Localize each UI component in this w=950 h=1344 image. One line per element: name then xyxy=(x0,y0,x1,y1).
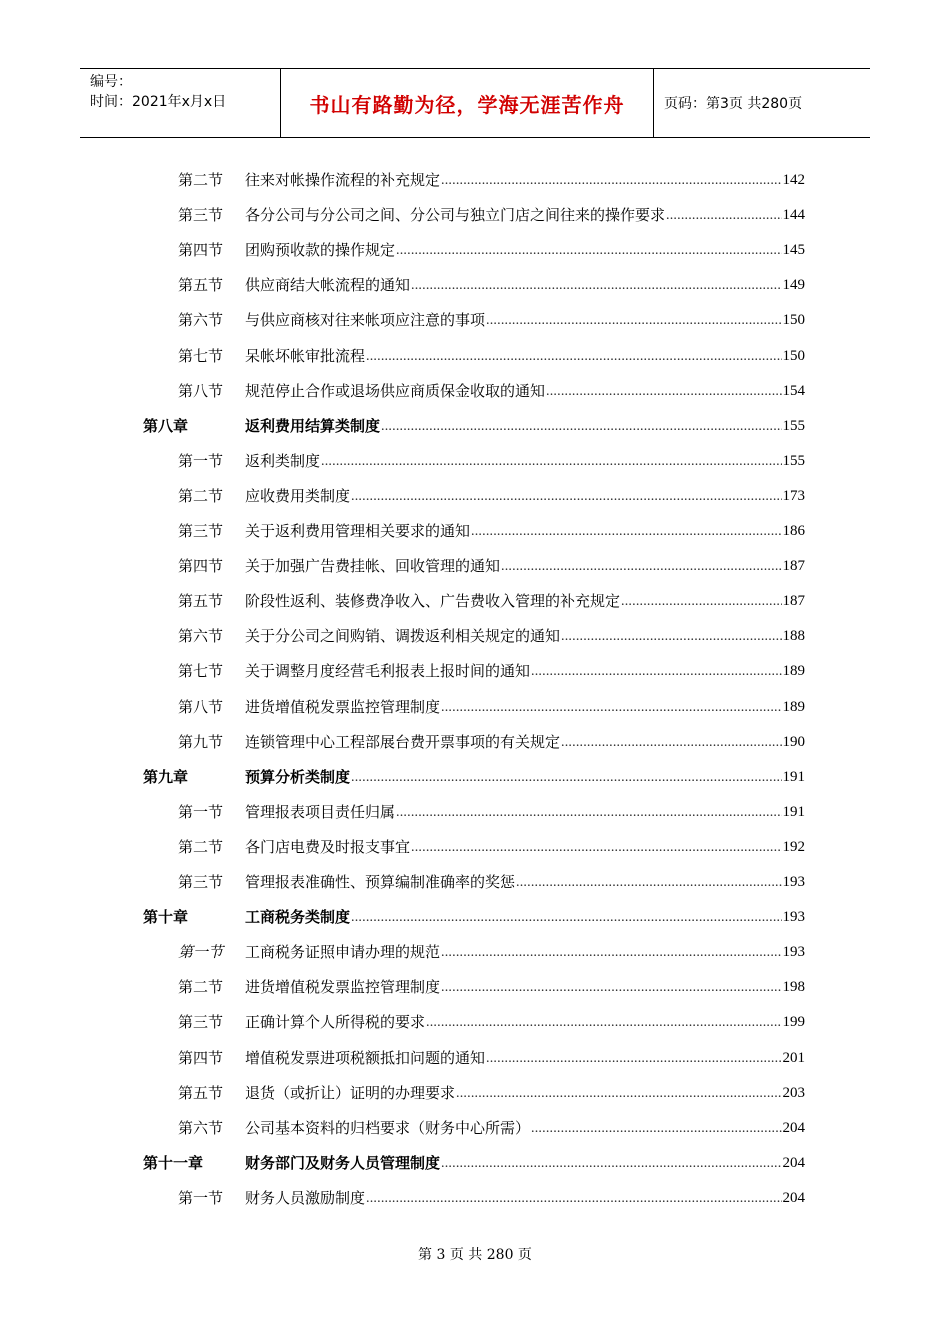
toc-entry-title-line xyxy=(245,690,805,725)
toc-entry-page-number: 198 xyxy=(782,979,805,996)
toc-section-row[interactable] xyxy=(0,795,950,830)
toc-section-row[interactable] xyxy=(0,830,950,865)
toc-section-row[interactable] xyxy=(0,549,950,584)
toc-section-row[interactable] xyxy=(0,374,950,409)
toc-chapter-row[interactable] xyxy=(0,409,950,444)
toc-entry-title-line xyxy=(245,303,805,338)
toc-entry-title: 应收费用类制度 xyxy=(245,486,351,505)
dot-leader xyxy=(351,479,781,514)
toc-entry-label: 第三节 xyxy=(178,206,224,225)
toc-entry-label: 第六节 xyxy=(178,311,224,330)
toc-section-row[interactable] xyxy=(0,339,950,374)
toc-entry-label: 第一节 xyxy=(178,802,224,821)
toc-entry-title: 预算分析类制度 xyxy=(245,767,351,786)
dot-leader xyxy=(456,1076,781,1111)
toc-entry-title-line xyxy=(245,865,805,900)
toc-entry-title-line xyxy=(245,830,805,865)
toc-section-row[interactable] xyxy=(0,198,950,233)
toc-section-row[interactable] xyxy=(0,303,950,338)
toc-entry-title-line xyxy=(245,935,805,970)
toc-entry-page-number: 193 xyxy=(782,874,805,890)
toc-entry-label: 第三节 xyxy=(178,522,224,540)
dot-leader xyxy=(486,303,781,338)
toc-entry-label: 第二节 xyxy=(178,171,224,189)
toc-entry-page-number: 199 xyxy=(782,1014,805,1031)
number-label: 编号： xyxy=(90,74,132,90)
toc-entry-title-line xyxy=(245,725,805,760)
toc-entry-label: 第八节 xyxy=(178,697,224,716)
dot-leader xyxy=(486,1041,781,1076)
toc-entry-title: 关于分公司之间购销、调拨返利相关规定的通知 xyxy=(245,627,561,646)
toc-entry-title-line xyxy=(245,233,805,268)
toc-section-row[interactable] xyxy=(0,865,950,900)
toc-entry-title-line xyxy=(245,198,805,233)
toc-entry-label: 第五节 xyxy=(178,276,224,295)
toc-section-row[interactable] xyxy=(0,1041,950,1076)
toc-section-row[interactable] xyxy=(0,970,950,1005)
motto-text: 书山有路勤为径，学海无涯苦作舟 xyxy=(309,92,625,117)
toc-entry-page-number: 190 xyxy=(782,733,805,750)
toc-section-row[interactable] xyxy=(0,233,950,268)
toc-entry-page-number: 150 xyxy=(782,312,805,329)
toc-entry-page-number: 204 xyxy=(782,1154,805,1171)
dot-leader xyxy=(441,163,781,198)
dot-leader xyxy=(531,654,781,689)
toc-entry-title: 阶段性返利、装修费净收入、广告费收入管理的补充规定 xyxy=(245,592,621,611)
dot-leader xyxy=(411,268,781,303)
toc-section-row[interactable] xyxy=(0,584,950,619)
toc-entry-label: 第一节 xyxy=(178,1188,224,1207)
toc-entry-title: 管理报表项目责任归属 xyxy=(245,802,396,821)
time-label: 时间：2021年x月x日 xyxy=(90,94,227,110)
toc-entry-title-line xyxy=(245,268,805,303)
toc-entry-title: 工商税务证照申请办理的规范 xyxy=(245,943,441,962)
toc-entry-title-line xyxy=(245,549,805,584)
toc-entry-title: 返利费用结算类制度 xyxy=(245,416,381,435)
dot-leader xyxy=(351,760,781,795)
toc-entry-label: 第七节 xyxy=(178,346,224,365)
toc-entry-title-line xyxy=(245,900,805,935)
toc-section-row[interactable] xyxy=(0,725,950,760)
toc-entry-label: 第四节 xyxy=(178,241,224,260)
toc-section-row[interactable] xyxy=(0,1076,950,1111)
dot-leader xyxy=(366,1181,781,1216)
toc-entry-page-number: 191 xyxy=(782,803,805,820)
toc-chapter-row[interactable] xyxy=(0,760,950,795)
toc-entry-title: 关于调整月度经营毛利报表上报时间的通知 xyxy=(245,662,531,681)
toc-entry-page-number: 155 xyxy=(782,417,805,434)
toc-entry-title: 退货（或折让）证明的办理要求 xyxy=(245,1083,456,1102)
toc-entry-title-line xyxy=(245,409,805,444)
toc-entry-label: 第六节 xyxy=(178,627,224,646)
toc-entry-page-number: 203 xyxy=(782,1084,805,1101)
toc-entry-title-line xyxy=(245,760,805,795)
header-motto-cell xyxy=(281,69,654,137)
toc-entry-title-line xyxy=(245,1005,805,1040)
toc-entry-label: 第八节 xyxy=(178,381,224,400)
toc-entry-page-number: 187 xyxy=(782,558,805,575)
toc-entry-title: 进货增值税发票监控管理制度 xyxy=(245,978,441,997)
dot-leader xyxy=(441,970,781,1005)
toc-entry-title-line xyxy=(245,374,805,409)
dot-leader xyxy=(396,795,781,830)
dot-leader xyxy=(381,409,781,444)
toc-section-row[interactable] xyxy=(0,619,950,654)
toc-section-row[interactable] xyxy=(0,1005,950,1040)
toc-entry-page-number: 192 xyxy=(782,838,805,855)
toc-entry-title: 各分公司与分公司之间、分公司与独立门店之间往来的操作要求 xyxy=(245,206,666,225)
toc-entry-label: 第二节 xyxy=(178,486,224,505)
toc-entry-page-number: 149 xyxy=(782,277,805,294)
toc-entry-label: 第三节 xyxy=(178,873,224,891)
toc-entry-label: 第四节 xyxy=(178,1048,224,1067)
toc-entry-title: 正确计算个人所得税的要求 xyxy=(245,1013,426,1032)
toc-chapter-row[interactable] xyxy=(0,1146,950,1181)
toc-entry-label: 第九章 xyxy=(143,767,189,786)
toc-entry-label: 第一节 xyxy=(178,451,224,470)
toc-entry-title: 工商税务类制度 xyxy=(245,908,351,927)
toc-section-row[interactable] xyxy=(0,690,950,725)
toc-entry-title-line xyxy=(245,619,805,654)
toc-entry-page-number: 193 xyxy=(782,909,805,926)
dot-leader xyxy=(441,690,781,725)
toc-entry-title-line xyxy=(245,514,805,549)
dot-leader xyxy=(441,935,781,970)
toc-entry-page-number: 189 xyxy=(782,663,805,680)
toc-entry-title: 公司基本资料的归档要求（财务中心所需） xyxy=(245,1118,531,1137)
dot-leader xyxy=(561,725,781,760)
toc-entry-title: 财务部门及财务人员管理制度 xyxy=(245,1153,441,1172)
dot-leader xyxy=(441,1146,781,1181)
toc-entry-title: 管理报表准确性、预算编制准确率的奖惩 xyxy=(245,873,516,891)
toc-section-row[interactable] xyxy=(0,514,950,549)
toc-entry-title: 团购预收款的操作规定 xyxy=(245,241,396,260)
toc-entry-title-line xyxy=(245,1181,805,1216)
toc-entry-page-number: 155 xyxy=(782,452,805,469)
toc-entry-page-number: 145 xyxy=(782,242,805,259)
toc-entry-title: 增值税发票进项税额抵扣问题的通知 xyxy=(245,1048,486,1067)
toc-entry-page-number: 154 xyxy=(782,382,805,399)
toc-entry-page-number: 186 xyxy=(782,523,805,539)
toc-entry-label: 第九节 xyxy=(178,732,224,751)
toc-entry-title: 与供应商核对往来帐项应注意的事项 xyxy=(245,311,486,330)
toc-entry-page-number: 187 xyxy=(782,593,805,610)
toc-entry-title-line xyxy=(245,1146,805,1181)
dot-leader xyxy=(621,584,781,619)
toc-entry-title: 呆帐坏帐审批流程 xyxy=(245,346,366,365)
toc-entry-label: 第三节 xyxy=(178,1013,224,1032)
toc-entry-label: 第十章 xyxy=(143,908,189,927)
page-info: 页码：第3页 共280页 xyxy=(664,96,803,112)
header-page-info-cell xyxy=(654,69,870,137)
toc-entry-title-line xyxy=(245,1111,805,1146)
toc-entry-title-line xyxy=(245,970,805,1005)
toc-chapter-row[interactable] xyxy=(0,900,950,935)
toc-entry-label: 第八章 xyxy=(143,416,189,435)
dot-leader xyxy=(396,233,781,268)
toc-section-row[interactable] xyxy=(0,1181,950,1216)
toc-entry-title-line xyxy=(245,163,805,198)
toc-entry-title-line xyxy=(245,479,805,514)
dot-leader xyxy=(561,619,781,654)
toc-entry-title-line xyxy=(245,584,805,619)
toc-section-row[interactable] xyxy=(0,268,950,303)
toc-entry-label: 第七节 xyxy=(178,662,224,681)
toc-entry-label: 第一节 xyxy=(178,943,224,962)
page-header xyxy=(80,68,870,138)
dot-leader xyxy=(501,549,781,584)
dot-leader xyxy=(531,1111,781,1146)
toc-entry-label: 第五节 xyxy=(178,1083,224,1102)
toc-entry-label: 第五节 xyxy=(178,592,224,611)
toc-entry-page-number: 204 xyxy=(782,1189,805,1206)
toc-entry-page-number: 150 xyxy=(782,347,805,364)
toc-entry-title: 关于加强广告费挂帐、回收管理的通知 xyxy=(245,557,501,576)
toc-entry-label: 第二节 xyxy=(178,978,224,997)
dot-leader xyxy=(546,374,781,409)
toc-entry-title: 返利类制度 xyxy=(245,451,321,470)
toc-section-row[interactable] xyxy=(0,163,950,198)
dot-leader xyxy=(471,514,781,549)
toc-entry-title-line xyxy=(245,444,805,479)
toc-entry-title: 规范停止合作或退场供应商质保金收取的通知 xyxy=(245,381,546,400)
toc-section-row[interactable] xyxy=(0,654,950,689)
toc-entry-page-number: 142 xyxy=(782,172,805,188)
toc-entry-title-line xyxy=(245,1076,805,1111)
dot-leader xyxy=(351,900,781,935)
toc-entry-page-number: 189 xyxy=(782,698,805,715)
toc-entry-title: 往来对帐操作流程的补充规定 xyxy=(245,171,441,189)
toc-entry-page-number: 188 xyxy=(782,628,805,645)
toc-entry-title: 供应商结大帐流程的通知 xyxy=(245,276,411,295)
toc-entry-label: 第二节 xyxy=(178,837,224,856)
toc-entry-title: 连锁管理中心工程部展台费开票事项的有关规定 xyxy=(245,732,561,751)
toc-entry-title-line xyxy=(245,339,805,374)
toc-entry-page-number: 204 xyxy=(782,1119,805,1136)
toc-entry-label: 第六节 xyxy=(178,1118,224,1137)
toc-entry-page-number: 144 xyxy=(782,207,805,224)
toc-entry-title-line xyxy=(245,1041,805,1076)
toc-entry-page-number: 201 xyxy=(782,1049,805,1066)
dot-leader xyxy=(366,339,781,374)
dot-leader xyxy=(516,865,781,900)
toc-entry-title: 关于返利费用管理相关要求的通知 xyxy=(245,522,471,540)
toc-entry-title: 各门店电费及时报支事宜 xyxy=(245,837,411,856)
toc-entry-label: 第十一章 xyxy=(143,1153,204,1172)
toc-entry-title: 财务人员激励制度 xyxy=(245,1188,366,1207)
toc-section-row[interactable] xyxy=(0,935,950,970)
dot-leader xyxy=(666,198,781,233)
dot-leader xyxy=(321,444,781,479)
toc-section-row[interactable] xyxy=(0,479,950,514)
toc-entry-page-number: 173 xyxy=(782,487,805,504)
toc-entry-title: 进货增值税发票监控管理制度 xyxy=(245,697,441,716)
toc-entry-page-number: 193 xyxy=(782,944,805,961)
toc-section-row[interactable] xyxy=(0,1111,950,1146)
dot-leader xyxy=(411,830,781,865)
toc-entry-title-line xyxy=(245,654,805,689)
toc-entry-label: 第四节 xyxy=(178,557,224,576)
page-footer: 第 3 页 共 280 页 xyxy=(418,1247,532,1263)
toc-entry-page-number: 191 xyxy=(782,768,805,785)
dot-leader xyxy=(426,1005,781,1040)
header-meta xyxy=(80,69,281,137)
toc-entry-title-line xyxy=(245,795,805,830)
toc-section-row[interactable] xyxy=(0,444,950,479)
